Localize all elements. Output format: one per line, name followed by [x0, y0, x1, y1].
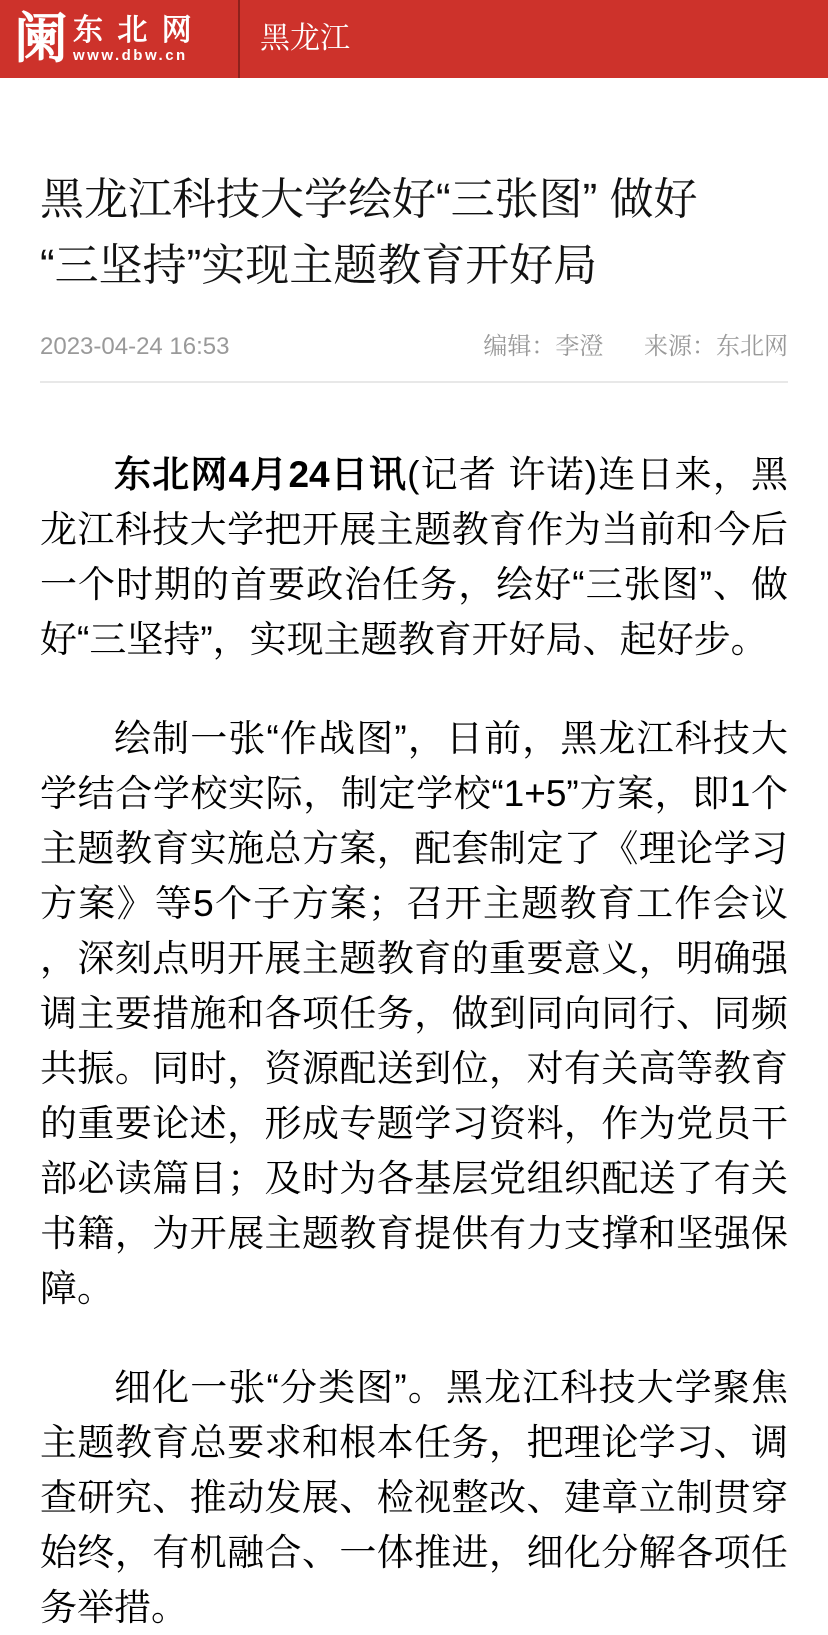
editor-label: 编辑： — [483, 333, 556, 360]
article-title — [40, 167, 788, 299]
paragraph-3-text: 细化一张“分类图”。黑龙江科技大学聚焦主题教育总要求和根本任务，把理论学习、调查研究、推动发展、检视整改、建章立制贯穿始终，有机融合、一体推进，细化分解各项任务举措。 — [40, 1367, 788, 1628]
editor-name: 李澄 — [555, 333, 604, 360]
publish-time: 2023-04-24 16:53 — [40, 333, 230, 360]
paragraph-1-text: (记者 许诺)连日来，黑龙江科技大学把开展主题教育作为当前和今后一个时期的首要政治任务，绘好“三张图”、做好“三坚持”，实现主题教育开好局、起好步。 — [40, 454, 788, 660]
dateline: 东北网4月24日讯 — [114, 454, 408, 495]
editor — [483, 333, 603, 360]
site-name: 东 北 网 — [73, 13, 195, 47]
article-body — [40, 447, 788, 1635]
logo-text — [73, 15, 195, 64]
site-logo[interactable] — [0, 0, 238, 78]
site-header — [0, 0, 828, 78]
header-divider — [238, 0, 240, 78]
meta-rule — [40, 381, 788, 383]
paragraph-2-text: 绘制一张“作战图”，日前，黑龙江科技大学结合学校实际，制定学校“1+5”方案，即1个主题教育实施总方案，配套制定了《理论学习方案》等5个子方案；召开主题教育工作会议，深刻点明开展主题教育的重要意义，明确强调主要措施和各项任务，做到同向同行、同频共振。同时，资源配送到位，对有关高等教育的重要论述，形成专题学习资料，作为党员干部必读篇目；及时为各基层党组织配送了有关书籍，为开展主题教育提供有力支撑和坚强保障。 — [40, 718, 788, 1309]
paragraph-3 — [40, 1360, 788, 1635]
article-title-line1: 黑龙江科技大学绘好“三张图” 做好 — [40, 175, 698, 224]
source-label: 来源： — [644, 333, 716, 360]
meta-right — [483, 326, 788, 361]
dbw-logo-icon: 阑 — [14, 9, 68, 69]
paragraph-1 — [40, 447, 788, 667]
article-meta — [40, 326, 788, 361]
article-title-line2: “三坚持”实现主题教育开好局 — [40, 241, 598, 290]
channel-link[interactable]: 黑龙江 — [260, 22, 350, 55]
source — [644, 333, 788, 360]
source-name: 东北网 — [716, 333, 788, 360]
site-url: www.dbw.cn — [73, 46, 188, 64]
paragraph-2 — [40, 711, 788, 1316]
article — [0, 167, 828, 1635]
